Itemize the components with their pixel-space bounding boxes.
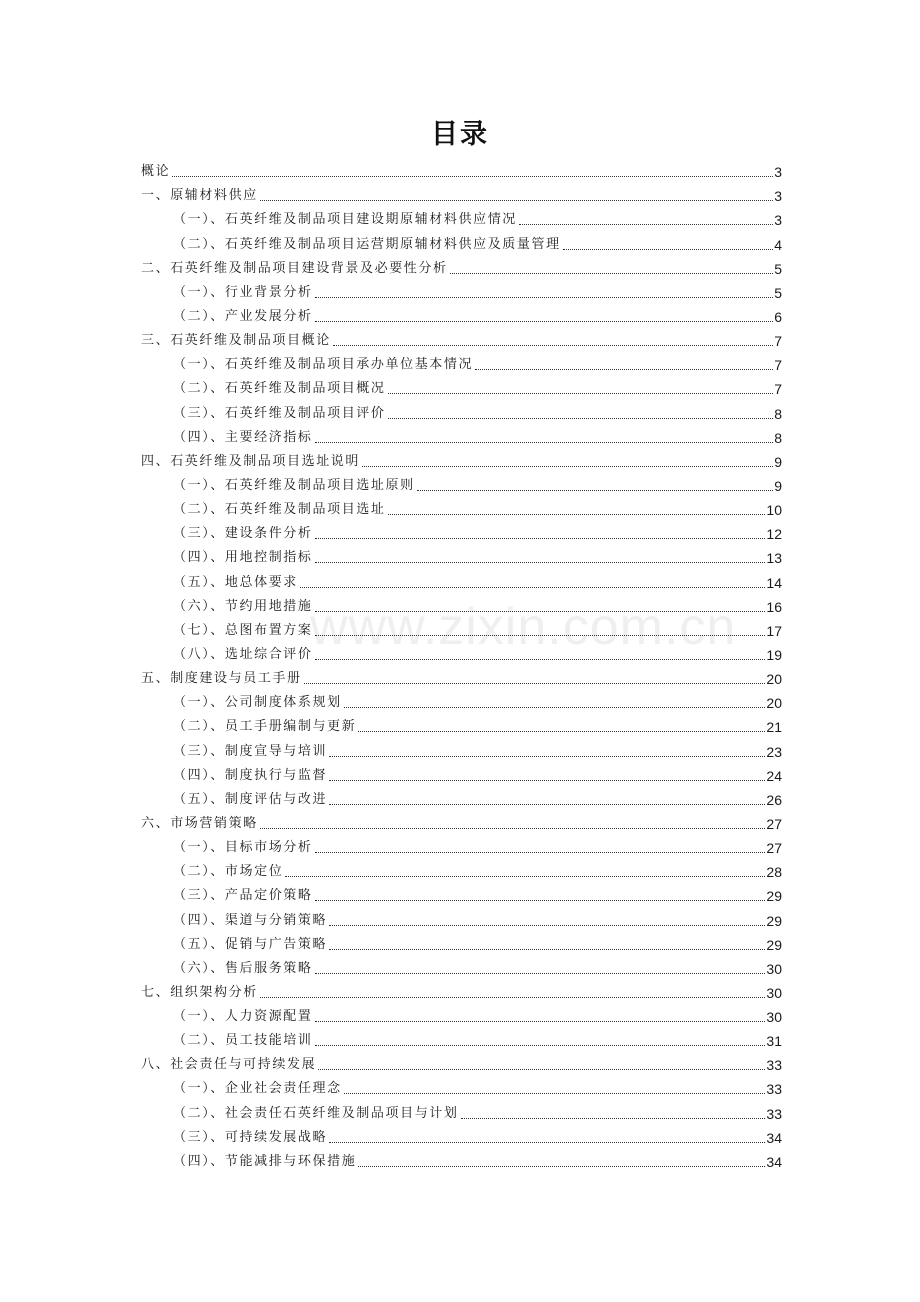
toc-page-number: 7 <box>774 381 782 398</box>
toc-page-number: 34 <box>766 1129 782 1146</box>
toc-list <box>141 160 782 1174</box>
dot-leader <box>388 418 774 419</box>
dot-leader <box>362 466 773 467</box>
toc-subentry[interactable] <box>141 908 782 932</box>
toc-page-number: 34 <box>766 1153 782 1170</box>
toc-entry-text: （一）、目标市场分析 <box>173 840 313 856</box>
toc-entry-text: （六）、售后服务策略 <box>173 960 313 976</box>
toc-entry-text: （四）、用地控制指标 <box>173 550 313 566</box>
dot-leader <box>358 731 765 732</box>
toc-subentry[interactable] <box>141 353 782 377</box>
dot-leader <box>450 273 774 274</box>
toc-entry-text: （二）、石英纤维及制品项目选址 <box>173 502 386 518</box>
toc-page-number: 19 <box>766 646 782 663</box>
dot-leader <box>300 587 766 588</box>
toc-subentry[interactable] <box>141 208 782 232</box>
toc-entry-text: （二）、石英纤维及制品项目概况 <box>173 381 386 397</box>
dot-leader <box>329 804 765 805</box>
toc-page-number: 33 <box>766 1105 782 1122</box>
toc-entry-text: （一）、石英纤维及制品项目承办单位基本情况 <box>173 357 474 373</box>
toc-subentry[interactable] <box>141 764 782 788</box>
dot-leader <box>260 828 766 829</box>
toc-entry-text: （三）、产品定价策略 <box>173 888 313 904</box>
toc-entry[interactable] <box>141 812 782 836</box>
toc-page-number: 21 <box>766 719 782 736</box>
toc-entry-text: （五）、地总体要求 <box>173 574 298 590</box>
toc-subentry[interactable] <box>141 474 782 498</box>
toc-title: 目录 <box>431 119 489 150</box>
toc-page-number: 16 <box>766 598 782 615</box>
toc-entry-text: （五）、制度评估与改进 <box>173 791 328 807</box>
dot-leader <box>315 538 766 539</box>
toc-entry-text: 概论 <box>141 164 171 180</box>
toc-entry-text: （八）、选址综合评价 <box>173 646 313 662</box>
toc-page-number: 12 <box>766 526 782 543</box>
dot-leader <box>315 1045 766 1046</box>
toc-entry-text: （三）、石英纤维及制品项目评价 <box>173 405 386 421</box>
dot-leader <box>388 393 774 394</box>
toc-page-number: 3 <box>774 164 782 181</box>
toc-subentry[interactable] <box>141 1077 782 1101</box>
toc-subentry[interactable] <box>141 1150 782 1174</box>
toc-subentry[interactable] <box>141 836 782 860</box>
toc-entry[interactable] <box>141 1053 782 1077</box>
toc-entry-text: （二）、员工技能培训 <box>173 1033 313 1049</box>
toc-subentry[interactable] <box>141 305 782 329</box>
toc-entry-text: （二）、员工手册编制与更新 <box>173 719 357 735</box>
dot-leader <box>329 780 765 781</box>
toc-subentry[interactable] <box>141 498 782 522</box>
toc-entry-text: （一）、人力资源配置 <box>173 1009 313 1025</box>
toc-subentry[interactable] <box>141 1101 782 1125</box>
toc-subentry[interactable] <box>141 546 782 570</box>
dot-leader <box>417 490 774 491</box>
toc-entry-text: 八、社会责任与可持续发展 <box>141 1057 317 1073</box>
toc-entry-text: 三、石英纤维及制品项目概论 <box>141 333 331 349</box>
toc-entry-text: 七、组织架构分析 <box>141 984 258 1000</box>
toc-entry-text: （一）、石英纤维及制品项目建设期原辅材料供应情况 <box>173 212 517 228</box>
toc-page-number: 31 <box>766 1033 782 1050</box>
toc-entry-text: （四）、节能减排与环保措施 <box>173 1153 357 1169</box>
dot-leader <box>315 852 766 853</box>
toc-subentry[interactable] <box>141 933 782 957</box>
dot-leader <box>260 997 766 998</box>
toc-entry-text: （五）、促销与广告策略 <box>173 936 328 952</box>
dot-leader <box>329 949 765 950</box>
toc-subentry[interactable] <box>141 232 782 256</box>
toc-entry[interactable] <box>141 257 782 281</box>
dot-leader <box>358 1166 765 1167</box>
toc-page-number: 27 <box>766 815 782 832</box>
toc-page-number: 30 <box>766 960 782 977</box>
toc-entry[interactable] <box>141 981 782 1005</box>
toc-subentry[interactable] <box>141 715 782 739</box>
toc-entry-text: 四、石英纤维及制品项目选址说明 <box>141 453 361 469</box>
toc-page-number: 7 <box>774 333 782 350</box>
dot-leader <box>329 1142 765 1143</box>
toc-entry[interactable] <box>141 450 782 474</box>
toc-page-number: 23 <box>766 743 782 760</box>
toc-page-number: 29 <box>766 888 782 905</box>
dot-leader <box>315 611 766 612</box>
toc-subentry[interactable] <box>141 788 782 812</box>
toc-page-number: 13 <box>766 550 782 567</box>
toc-page-number: 5 <box>774 260 782 277</box>
dot-leader <box>315 659 766 660</box>
toc-page-number: 24 <box>766 767 782 784</box>
dot-leader <box>318 1069 765 1070</box>
dot-leader <box>461 1118 766 1119</box>
toc-subentry[interactable] <box>141 643 782 667</box>
dot-leader <box>304 683 766 684</box>
toc-entry-text: （四）、制度执行与监督 <box>173 767 328 783</box>
toc-entry[interactable] <box>141 329 782 353</box>
toc-entry-text: （三）、制度宣导与培训 <box>173 743 328 759</box>
toc-subentry[interactable] <box>141 957 782 981</box>
toc-entry-text: 一、原辅材料供应 <box>141 188 258 204</box>
toc-entry-text: 五、制度建设与员工手册 <box>141 671 302 687</box>
toc-page-number: 3 <box>774 188 782 205</box>
toc-page-number: 30 <box>766 984 782 1001</box>
toc-page-number: 17 <box>766 622 782 639</box>
toc-subentry[interactable] <box>141 377 782 401</box>
toc-page-number: 33 <box>766 1057 782 1074</box>
toc-entry-text: （二）、石英纤维及制品项目运营期原辅材料供应及质量管理 <box>173 236 561 252</box>
dot-leader <box>315 562 766 563</box>
toc-page-number: 27 <box>766 840 782 857</box>
toc-entry[interactable] <box>141 184 782 208</box>
toc-subentry[interactable] <box>141 884 782 908</box>
dot-leader <box>388 514 766 515</box>
dot-leader <box>333 345 773 346</box>
toc-entry-text: （一）、企业社会责任理念 <box>173 1081 342 1097</box>
toc-page-number: 7 <box>774 357 782 374</box>
toc-entry-text: （一）、行业背景分析 <box>173 284 313 300</box>
toc-subentry[interactable] <box>141 401 782 425</box>
toc-page-number: 4 <box>774 236 782 253</box>
toc-entry-text: （七）、总图布置方案 <box>173 622 313 638</box>
toc-entry-text: （二）、市场定位 <box>173 864 284 880</box>
dot-leader <box>519 224 773 225</box>
toc-entry-text: （四）、渠道与分销策略 <box>173 912 328 928</box>
toc-page-number: 9 <box>774 453 782 470</box>
toc-page-number: 14 <box>766 574 782 591</box>
toc-entry-text: （一）、公司制度体系规划 <box>173 695 342 711</box>
toc-entry-text: 六、市场营销策略 <box>141 815 258 831</box>
toc-subentry[interactable] <box>141 860 782 884</box>
toc-entry-text: （六）、节约用地措施 <box>173 598 313 614</box>
dot-leader <box>315 900 766 901</box>
toc-subentry[interactable] <box>141 570 782 594</box>
toc-page-number: 20 <box>766 671 782 688</box>
dot-leader <box>172 176 773 177</box>
toc-page-number: 33 <box>766 1081 782 1098</box>
dot-leader <box>285 876 765 877</box>
toc-page-number: 10 <box>766 502 782 519</box>
dot-leader <box>344 707 766 708</box>
toc-subentry[interactable] <box>141 1029 782 1053</box>
dot-leader <box>344 1093 766 1094</box>
toc-subentry[interactable] <box>141 739 782 763</box>
toc-subentry[interactable] <box>141 619 782 643</box>
dot-leader <box>315 321 774 322</box>
toc-page-number: 28 <box>766 864 782 881</box>
dot-leader <box>329 925 765 926</box>
dot-leader <box>260 200 773 201</box>
dot-leader <box>315 297 774 298</box>
toc-entry-text: 二、石英纤维及制品项目建设背景及必要性分析 <box>141 260 448 276</box>
dot-leader <box>563 249 774 250</box>
dot-leader <box>315 973 766 974</box>
watermark: www.zixin.com.cn <box>310 598 737 656</box>
toc-subentry[interactable] <box>141 595 782 619</box>
dot-leader <box>315 1021 766 1022</box>
toc-subentry[interactable] <box>141 691 782 715</box>
dot-leader <box>329 756 765 757</box>
toc-entry[interactable] <box>141 667 782 691</box>
toc-subentry[interactable] <box>141 1005 782 1029</box>
toc-page-number: 26 <box>766 791 782 808</box>
toc-entry-text: （二）、社会责任石英纤维及制品项目与计划 <box>173 1105 459 1121</box>
toc-page-number: 30 <box>766 1009 782 1026</box>
toc-subentry[interactable] <box>141 522 782 546</box>
toc-entry[interactable] <box>141 160 782 184</box>
toc-page-number: 9 <box>774 477 782 494</box>
toc-entry-text: （一）、石英纤维及制品项目选址原则 <box>173 477 415 493</box>
toc-page-number: 5 <box>774 284 782 301</box>
toc-page-number: 3 <box>774 212 782 229</box>
toc-page-number: 6 <box>774 308 782 325</box>
toc-page-number: 8 <box>774 405 782 422</box>
toc-page-number: 8 <box>774 429 782 446</box>
toc-subentry[interactable] <box>141 426 782 450</box>
toc-page-number: 29 <box>766 936 782 953</box>
toc-entry-text: （三）、建设条件分析 <box>173 526 313 542</box>
dot-leader <box>315 442 774 443</box>
toc-page-number: 20 <box>766 695 782 712</box>
toc-page-number: 29 <box>766 912 782 929</box>
toc-entry-text: （三）、可持续发展战略 <box>173 1129 328 1145</box>
toc-subentry[interactable] <box>141 281 782 305</box>
dot-leader <box>315 635 766 636</box>
toc-subentry[interactable] <box>141 1126 782 1150</box>
dot-leader <box>475 369 773 370</box>
toc-entry-text: （四）、主要经济指标 <box>173 429 313 445</box>
toc-entry-text: （二）、产业发展分析 <box>173 308 313 324</box>
